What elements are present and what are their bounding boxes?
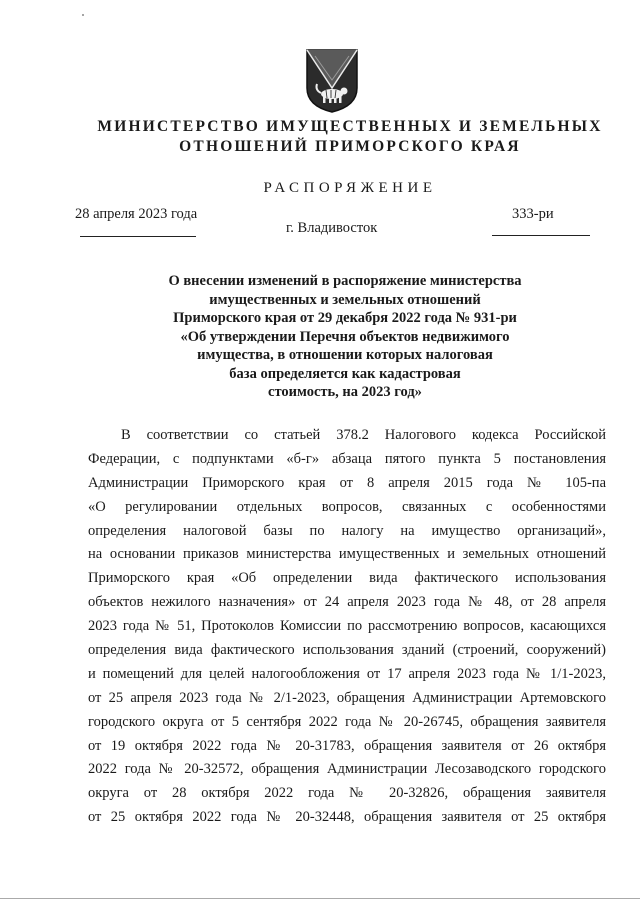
body-line: Федерации, с подпунктами «б-г» абзаца пятого пункта 5 постановления <box>88 450 606 467</box>
title-line: «Об утверждении Перечня объектов недвижимого <box>180 328 510 345</box>
body-line: и помещений для целей налогообложения от 17 апреля 2023 года № 1/1-2023, <box>88 665 606 682</box>
ministry-name-line1: МИНИСТЕРСТВО ИМУЩЕСТВЕННЫХ И ЗЕМЕЛЬНЫХ <box>97 118 603 135</box>
title-line: база определяется как кадастровая <box>229 365 461 382</box>
document-type: РАСПОРЯЖЕНИЕ <box>263 180 437 196</box>
body-line: на основании приказов министерства имущественных и земельных отношений <box>88 546 606 563</box>
document-title <box>110 272 580 402</box>
ministry-name-line2: ОТНОШЕНИЙ ПРИМОРСКОГО КРАЯ <box>179 138 521 155</box>
body-line: определения вида фактического использования зданий (строений, сооружений) <box>88 642 606 659</box>
body-line: городского округа от 5 сентября 2022 года № 20-26745, обращения заявителя <box>88 713 606 730</box>
body-line: от 25 апреля 2023 года № 2/1-2023, обращения Администрации Артемовского <box>88 689 606 706</box>
body-line: от 19 октября 2022 года № 20-31783, обращения заявителя от 26 октября <box>88 737 606 754</box>
scan-speck <box>82 14 84 16</box>
body-line: 2022 года № 20-32572, обращения Администрации Лесозаводского городского <box>88 761 606 778</box>
body-line: округа от 28 октября 2022 года № 20-32826, обращения заявителя <box>88 785 606 802</box>
body-line: от 25 октября 2022 года № 20-32448, обращения заявителя от 25 октября <box>88 809 606 826</box>
body-line: «О регулировании отдельных вопросов, связанных с особенностями <box>88 498 606 515</box>
body-line: Приморского края «Об определении вида фактического использования <box>88 570 606 587</box>
body-line: определения налоговой базы по налогу на имущество организаций», <box>88 522 606 539</box>
title-line: стоимость, на 2023 год» <box>268 384 422 400</box>
document-city: г. Владивосток <box>286 220 378 236</box>
title-line: имущественных и земельных отношений <box>209 291 481 308</box>
body-line: Администрации Приморского края от 8 апреля 2015 года № 105-па <box>88 474 606 491</box>
title-line: Приморского края от 29 декабря 2022 года № 931-ри <box>173 310 517 326</box>
primorsky-krai-coat-of-arms-icon <box>305 48 359 114</box>
document-date: 28 апреля 2023 года <box>75 206 198 222</box>
date-underline <box>80 236 196 237</box>
body-line: 2023 года № 51, Протоколов Комиссии по рассмотрению вопросов, касающихся <box>88 618 606 635</box>
page-bottom-edge <box>0 898 640 899</box>
body-line: В соответствии со статьей 378.2 Налогового кодекса Российской <box>121 427 606 443</box>
title-line: имущества, в отношении которых налоговая <box>197 347 493 363</box>
title-line: О внесении изменений в распоряжение министерства <box>168 273 522 289</box>
body-line: объектов нежилого назначения» от 24 апреля 2023 года № 48, от 28 апреля <box>88 594 606 611</box>
document-number: 333-ри <box>512 206 554 222</box>
document-body <box>88 424 606 830</box>
number-underline <box>492 235 590 236</box>
